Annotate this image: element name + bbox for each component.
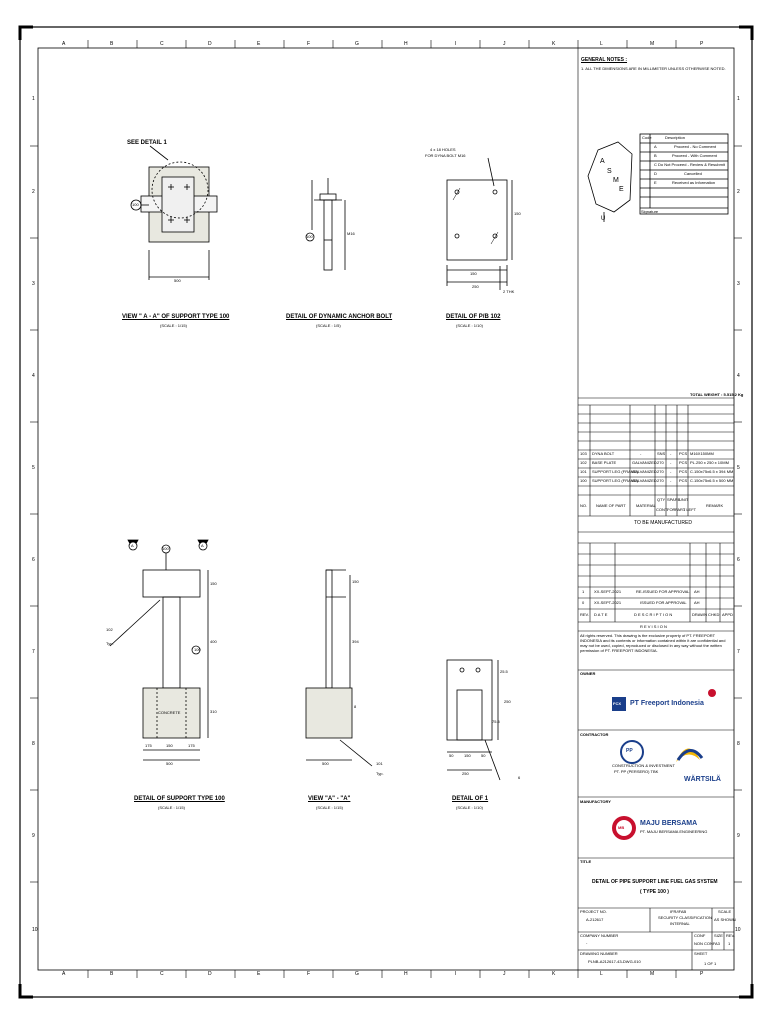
- dimension-label: M16: [347, 231, 355, 236]
- asme-header: Description: [665, 135, 686, 140]
- row-label: 9: [32, 833, 35, 839]
- view-title: VIEW "A" - "A": [308, 796, 351, 802]
- asme-code: D: [654, 171, 657, 176]
- col-label: B: [110, 41, 114, 47]
- bom-header: NO.: [580, 503, 588, 508]
- asme-letter: E: [619, 186, 624, 193]
- bom-qty: 270: [657, 469, 664, 474]
- see-detail-label: SEE DETAIL 1: [127, 140, 167, 146]
- row-label: 4: [737, 373, 740, 379]
- manufactory-label: MANUFACTORY: [580, 799, 611, 804]
- bom-header: REMARK: [706, 503, 724, 508]
- bom-qty: 270: [657, 460, 664, 465]
- rev-label: REV.: [726, 933, 735, 938]
- view-title: DETAIL OF 1: [452, 796, 489, 802]
- col-label: M: [650, 41, 655, 47]
- section-mark: A: [201, 543, 204, 548]
- bom-remark: PL.250 x 250 x 10MM: [690, 460, 729, 465]
- bom-spare: -: [670, 460, 672, 465]
- bom-no: 101: [580, 469, 587, 474]
- row-label: 10: [32, 927, 38, 933]
- asme-header: Code: [642, 135, 652, 140]
- bom-subheader: 1 LEFT: [683, 507, 697, 512]
- bom-unit: PCS: [679, 451, 688, 456]
- tag-number: 100: [306, 234, 313, 239]
- hole-note: 4 x 18 HOLES: [430, 147, 456, 152]
- row-label: 3: [737, 281, 740, 287]
- bom-material: GALVANIZED: [632, 478, 657, 483]
- col-label: J: [503, 971, 506, 977]
- col-label: I: [455, 971, 457, 977]
- dimension-label: 394: [352, 639, 359, 644]
- scale-value: AS SHOWN: [714, 917, 736, 922]
- bom-material: -: [640, 451, 642, 456]
- col-label: F: [307, 971, 311, 977]
- bom-header: SPARE: [667, 497, 681, 502]
- contractor-label: CONTRACTOR: [580, 732, 609, 737]
- bom-subheader: PART: [675, 507, 686, 512]
- row-label: 7: [737, 649, 740, 655]
- bom-name: SUPPORT LEG (FRAME): [592, 478, 639, 483]
- tag-number: 100: [194, 647, 201, 652]
- dimension-label: 50: [449, 753, 454, 758]
- dimension-label: 400: [210, 639, 217, 644]
- dimension-label: 8: [354, 704, 357, 709]
- col-label: G: [355, 971, 359, 977]
- dimension-label: 75.5: [492, 719, 500, 724]
- grid-ticks: [30, 40, 742, 978]
- row-label: 10: [735, 927, 741, 933]
- bom-remark: C.150x75x6.5 x 500 MM: [690, 478, 734, 483]
- mb-logo-icon: MB: [618, 825, 625, 830]
- weld-note: Typ.: [106, 641, 114, 646]
- asme-sub: U: [601, 216, 606, 222]
- col-label: C: [160, 971, 164, 977]
- asme-desc: Proceed - No Comment: [674, 144, 717, 149]
- rev-value: 1: [728, 941, 731, 946]
- row-label: 9: [737, 833, 740, 839]
- asme-code: E: [654, 180, 657, 185]
- bom-no: 103: [580, 451, 587, 456]
- sheet-value: 1 OF 1: [704, 961, 717, 966]
- manufactured-label: TO BE MANUFACTURED: [634, 520, 692, 526]
- pp-name: PT. PP (PERSERO) TBK: [614, 769, 659, 774]
- bom-name: SUPPORT LEG (FRAME): [592, 469, 639, 474]
- row-label: 2: [32, 189, 35, 195]
- bom-spare: -: [670, 478, 672, 483]
- col-label: H: [404, 41, 408, 47]
- asme-desc: Do Not Proceed - Review & Resubmit: [658, 162, 725, 167]
- side-view-drawing: [306, 570, 372, 766]
- bom-header: NAME OF PART: [596, 503, 626, 508]
- bom-subheader: FOR: [667, 507, 676, 512]
- project-number: A-212617: [586, 917, 604, 922]
- size-value: A3: [715, 941, 720, 946]
- drawing-subtitle: ( TYPE 100 ): [640, 889, 669, 895]
- sheet-label: SHEET: [694, 951, 708, 956]
- dimension-label: 50: [481, 753, 486, 758]
- revision-header: REV.: [580, 612, 589, 617]
- dimension-label: 150: [210, 581, 217, 586]
- anchor-bolt-drawing: [306, 178, 345, 270]
- pp-sub: CONSTRUCTION & INVESTMENT: [612, 763, 675, 768]
- row-label: 4: [32, 373, 35, 379]
- revision-header: DRAWN: [692, 612, 707, 617]
- row-label: 1: [737, 96, 740, 102]
- view-scale: (SCALE : 1/10): [456, 805, 483, 810]
- col-label: G: [355, 41, 359, 47]
- view-scale: (SCALE : 1/15): [316, 805, 343, 810]
- dimension-label: 150: [352, 579, 359, 584]
- revision-no: 1: [582, 589, 585, 594]
- bom-unit: PCS: [679, 478, 688, 483]
- bom-no: 102: [580, 460, 587, 465]
- weld-symbol: 101: [376, 761, 383, 766]
- asme-desc: Cancelled: [684, 171, 702, 176]
- company-label: COMPANY NUMBER: [580, 933, 619, 938]
- col-label: M: [650, 971, 655, 977]
- company-value: -: [586, 940, 588, 945]
- view-title: DETAIL OF DYNAMIC ANCHOR BOLT: [286, 314, 393, 320]
- weld-note: Typ.: [376, 771, 384, 776]
- pp-logo-icon: PP: [626, 748, 633, 754]
- owner-name: PT Freeport Indonesia: [630, 700, 704, 707]
- conf-label: CONF: [694, 933, 706, 938]
- title-label: TITLE: [580, 859, 592, 864]
- row-label: 6: [32, 557, 35, 563]
- bom-unit: PCS: [679, 469, 688, 474]
- mb-sub: PT. MAJU BERSAMA ENGINEERING: [640, 829, 708, 834]
- bom-no: 100: [580, 478, 587, 483]
- nonconf-label: NON CONF: [694, 941, 716, 946]
- tag-number: 100: [132, 202, 139, 207]
- security-label: SECURITY CLASSIFICATION: [658, 915, 712, 920]
- legal-notice: All rights reserved. This drawing is the exclusive property of PT. FREEPORT INDONESIA and its contents or information contained within it are confidential and may not be used, copied, reproduced or disclosed in any way without the written permission of PT. FREEPORT INDONESIA.: [580, 633, 726, 653]
- security-value: INTERNAL: [670, 921, 690, 926]
- asme-letter: M: [613, 177, 619, 184]
- asme-code: A: [654, 144, 657, 149]
- view-title: VIEW " A - A" OF SUPPORT TYPE 100: [122, 314, 230, 320]
- total-weight: TOTAL WEIGHT : 5.515.2 Kg: [690, 392, 744, 397]
- notes-title: GENERAL NOTES :: [581, 57, 628, 63]
- project-label: PROJECT NO.: [580, 909, 607, 914]
- col-label: K: [552, 971, 556, 977]
- asme-desc: Proceed - With Comment: [672, 153, 717, 158]
- ifr-label: IFR/IFAB: [670, 909, 687, 914]
- view-title: DETAIL OF P/B 102: [446, 314, 501, 320]
- corner-marks: [20, 27, 752, 997]
- col-label: K: [552, 41, 556, 47]
- bom-qty: 270: [657, 478, 664, 483]
- view-scale: (SCALE : 1/15): [160, 323, 187, 328]
- row-label: 3: [32, 281, 35, 287]
- concrete-label: CONCRETE: [158, 710, 181, 715]
- bom-qty: SNS: [657, 451, 666, 456]
- view-scale: (SCALE : 1/10): [456, 323, 483, 328]
- asme-code: C: [654, 162, 657, 167]
- bom-subheader: CONT.: [656, 507, 668, 512]
- outer-border: [20, 27, 752, 997]
- row-label: 2: [737, 189, 740, 195]
- owner-label: OWNER: [580, 671, 596, 676]
- dimension-label: 175: [188, 743, 195, 748]
- owner-logo-icon: FCX: [613, 701, 621, 706]
- asme-letter: A: [600, 158, 605, 165]
- view-aa-drawing: [131, 146, 217, 280]
- bom-name: DYNA BOLT: [592, 451, 615, 456]
- view-scale: (SCALE : 1/5): [316, 323, 341, 328]
- dimension-label: 250: [462, 771, 469, 776]
- bom-remark: C.150x75x6.5 x 394 MM: [690, 469, 734, 474]
- asme-code: B: [654, 153, 657, 158]
- dimension-label: 150: [470, 271, 477, 276]
- row-label: 5: [737, 465, 740, 471]
- row-label: 7: [32, 649, 35, 655]
- col-label: A: [62, 971, 66, 977]
- row-label: 6: [737, 557, 740, 563]
- drawing-number: PLNB-A212617-43-DWG-010: [588, 959, 641, 964]
- revision-title: R E V I S I O N: [640, 624, 667, 629]
- col-label: I: [455, 41, 457, 47]
- bom-spare: -: [670, 451, 672, 456]
- revision-header: D E S C R I P T I O N: [634, 612, 673, 617]
- asme-letter: S: [607, 168, 612, 175]
- dimension-label: 250: [472, 284, 479, 289]
- weld-symbol: 6: [518, 775, 521, 780]
- bom-header: QTY: [657, 497, 666, 502]
- dimension-label: 2 THK: [503, 289, 515, 294]
- wartsila-logo: WÄRTSILÄ: [684, 776, 721, 783]
- bom-header: MATERIAL: [636, 503, 656, 508]
- col-label: H: [404, 971, 408, 977]
- drawing-number-label: DRAWING NUMBER: [580, 951, 618, 956]
- dimension-label: 150: [464, 753, 471, 758]
- bom-spare: -: [670, 469, 672, 474]
- bom-material: GALVANIZED: [632, 469, 657, 474]
- col-label: P: [700, 41, 704, 47]
- row-label: 8: [32, 741, 35, 747]
- row-label: 1: [32, 96, 35, 102]
- col-label: E: [257, 41, 261, 47]
- revision-header: CHKD: [708, 612, 720, 617]
- col-label: F: [307, 41, 311, 47]
- mb-name: MAJU BERSAMA: [640, 820, 698, 827]
- revision-header: D A T E: [594, 612, 608, 617]
- bom-remark: M16X150MM: [690, 451, 714, 456]
- bom-unit: PCS: [679, 460, 688, 465]
- col-label: D: [208, 971, 212, 977]
- dimension-label: 150: [514, 211, 521, 216]
- revision-no: 0: [582, 600, 585, 605]
- bom-header: UNIT: [679, 497, 689, 502]
- col-label: J: [503, 41, 506, 47]
- weld-symbol: 102: [106, 627, 113, 632]
- dimension-label: 250: [504, 699, 511, 704]
- col-label: D: [208, 41, 212, 47]
- dimension-label: 310: [210, 709, 217, 714]
- tag-number: 100: [162, 546, 169, 551]
- signature-label: Signature: [641, 209, 659, 214]
- revision-drawn: AH: [694, 600, 700, 605]
- col-label: A: [62, 41, 66, 47]
- row-label: 8: [737, 741, 740, 747]
- dimension-label: 150: [166, 743, 173, 748]
- scale-label: SCALE: [718, 909, 732, 914]
- dimension-label: 500: [322, 761, 329, 766]
- col-label: C: [160, 41, 164, 47]
- col-label: L: [600, 41, 603, 47]
- base-plate-drawing: [447, 158, 512, 290]
- revision-date: XX-SEPT-2021: [594, 600, 622, 605]
- revision-desc: ISSUED FOR APPROVAL: [640, 600, 687, 605]
- asme-desc: Received as Information: [672, 180, 716, 185]
- bom-name: BASE PLATE: [592, 460, 617, 465]
- col-label: P: [700, 971, 704, 977]
- revision-desc: RE-ISSUED FOR APPROVAL: [636, 589, 690, 594]
- view-scale: (SCALE : 1/15): [158, 805, 185, 810]
- revision-header: APPD: [722, 612, 733, 617]
- dimension-label: 500: [174, 278, 181, 283]
- revision-drawn: AH: [694, 589, 700, 594]
- col-label: B: [110, 971, 114, 977]
- col-label: E: [257, 971, 261, 977]
- drawing-title: DETAIL OF PIPE SUPPORT LINE FUEL GAS SYSTEM: [592, 879, 718, 885]
- dimension-label: 500: [166, 761, 173, 766]
- dimension-label: 25.5: [500, 669, 508, 674]
- notes-line: 1. ALL THE DIMENSIONS ARE IN MILLIMETER UNLESS OTHERWISE NOTED.: [581, 66, 726, 71]
- revision-date: XX-SEPT-2021: [594, 589, 622, 594]
- hole-note: FOR DYNA BOLT M16: [425, 153, 466, 158]
- size-label: SIZE: [714, 933, 723, 938]
- view-title: DETAIL OF SUPPORT TYPE 100: [134, 796, 225, 802]
- bom-material: GALVANIZED: [632, 460, 657, 465]
- section-mark: A: [131, 543, 134, 548]
- dimension-label: 175: [145, 743, 152, 748]
- col-label: L: [600, 971, 603, 977]
- row-label: 5: [32, 465, 35, 471]
